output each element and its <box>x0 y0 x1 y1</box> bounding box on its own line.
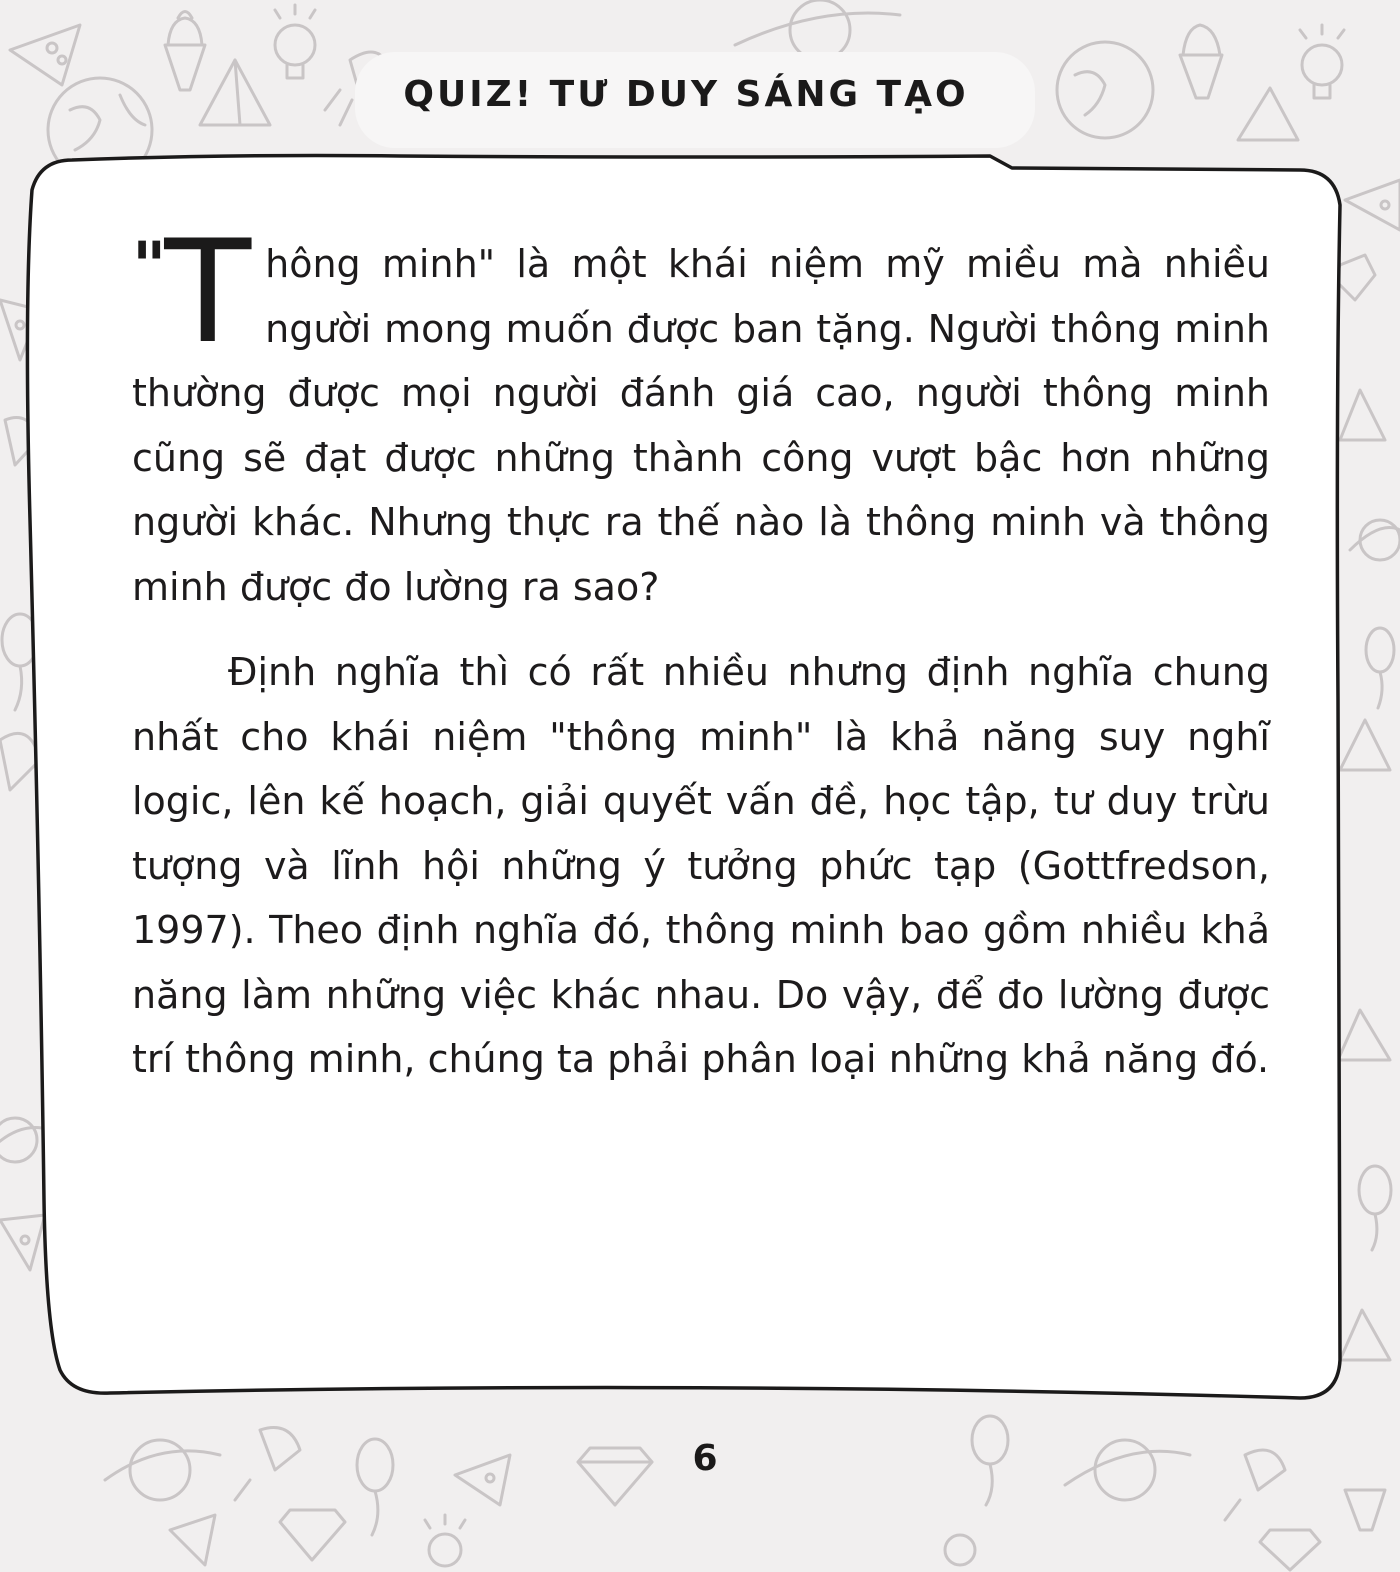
paragraph-1 <box>132 210 1270 619</box>
paragraph-1-text: hông minh" là một khái niệm mỹ miều mà nhiều người mong muốn được ban tặng. Người thông minh thường được mọi người đánh giá cao, người thông minh cũng sẽ đạt được những thành công vượt bậc hơn những người khác. Nhưng thực ra thế nào là thông minh và thông minh được đo lường ra sao? <box>132 242 1270 609</box>
page-number: 6 <box>692 1438 718 1479</box>
opening-quote-mark: " <box>132 228 167 305</box>
body-text <box>132 210 1270 1092</box>
paragraph-2: Định nghĩa thì có rất nhiều nhưng định nghĩa chung nhất cho khái niệm "thông minh" là khả năng suy nghĩ logic, lên kế hoạch, giải quyết vấn đề, học tập, tư duy trừu tượng và lĩnh hội những ý tưởng phức tạp (Gottfredson, 1997). Theo định nghĩa đó, thông minh bao gồm nhiều khả năng làm những việc khác nhau. Do vậy, để đo lường được trí thông minh, chúng ta phải phân loại những khả năng đó. <box>132 650 1270 1081</box>
dropcap-letter: T <box>164 210 252 375</box>
page-title: QUIZ! TƯ DUY SÁNG TẠO <box>403 74 969 115</box>
